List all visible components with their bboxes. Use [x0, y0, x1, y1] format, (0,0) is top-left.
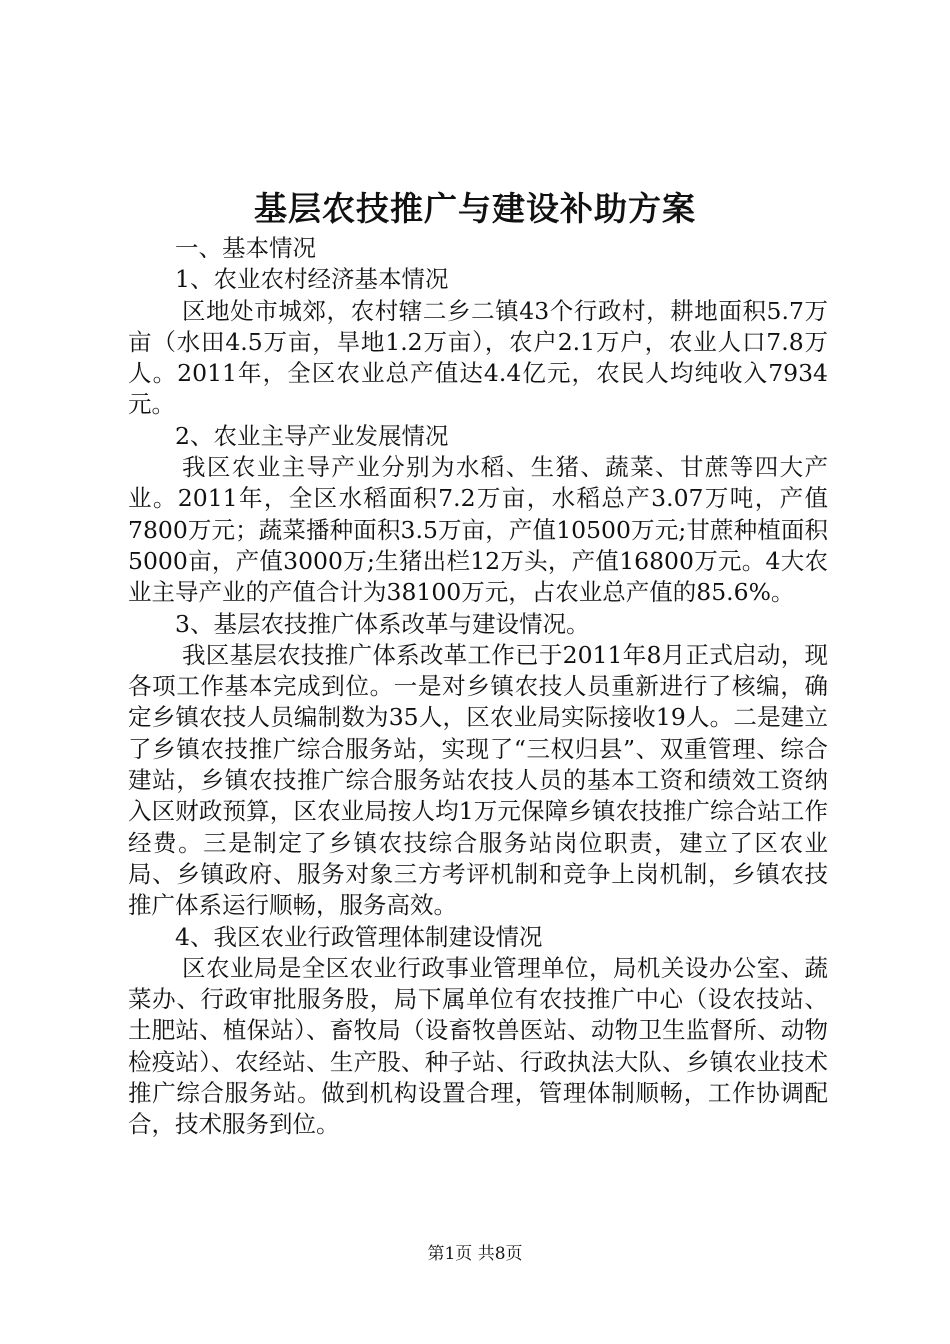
page-number-footer: 第1页 共8页 [427, 1244, 523, 1264]
section-heading-1: 一、基本情况 [175, 234, 316, 262]
subsection-heading-1: 1、农业农村经济基本情况 [175, 265, 449, 294]
paragraph-4: 区农业局是全区农业行政事业管理单位，局机关设办公室、蔬菜办、行政审批服务股，局下属单位有农技推广中心（设农技站、土肥站、植保站）、畜牧局（设畜牧兽医站、动物卫生监督所、动物检疫站）、农经站、生产股、种子站、行政执法大队、乡镇农业技术推广综合服务站。做到机构设置合理，管理体制顺畅，工作协调配合，技术服务到位。 [128, 953, 828, 1139]
paragraph-1: 区地处市城郊，农村辖二乡二镇43个行政村，耕地面积5.7万亩（水田4.5万亩，旱地1.2万亩），农户2.1万户，农业人口7.8万人。2011年，全区农业总产值达4.4亿元，农民人均纯收入7934元。 [128, 296, 828, 419]
document-title: 基层农技推广与建设补助方案 [254, 189, 696, 228]
subsection-heading-3: 3、基层农技推广体系改革与建设情况。 [175, 609, 590, 638]
paragraph-2: 我区农业主导产业分别为水稻、生猪、蔬菜、甘蔗等四大产业。2011年，全区水稻面积7.2万亩，水稻总产3.07万吨，产值7800万元；蔬菜播种面积3.5万亩，产值10500万元;甘蔗种植面积5000亩，产值3000万;生猪出栏12万头，产值16800万元。4大农业主导产业的产值合计为38100万元，占农业总产值的85.6%。 [128, 453, 828, 607]
paragraph-3: 我区基层农技推广体系改革工作已于2011年8月正式启动，现各项工作基本完成到位。一是对乡镇农技人员重新进行了核编，确定乡镇农技人员编制数为35人，区农业局实际接收19人。二是建立了乡镇农技推广综合服务站，实现了“三权归县”、双重管理、综合建站，乡镇农技推广综合服务站农技人员的基本工资和绩效工资纳入区财政预算，区农业局按人均1万元保障乡镇农技推广综合站工作经费。三是制定了乡镇农技综合服务站岗位职责，建立了区农业局、乡镇政府、服务对象三方考评机制和竞争上岗机制，乡镇农技推广体系运行顺畅，服务高效。 [128, 640, 828, 920]
subsection-heading-2: 2、农业主导产业发展情况 [175, 421, 449, 450]
subsection-heading-4: 4、我区农业行政管理体制建设情况 [175, 922, 543, 951]
document-body [128, 233, 828, 1141]
